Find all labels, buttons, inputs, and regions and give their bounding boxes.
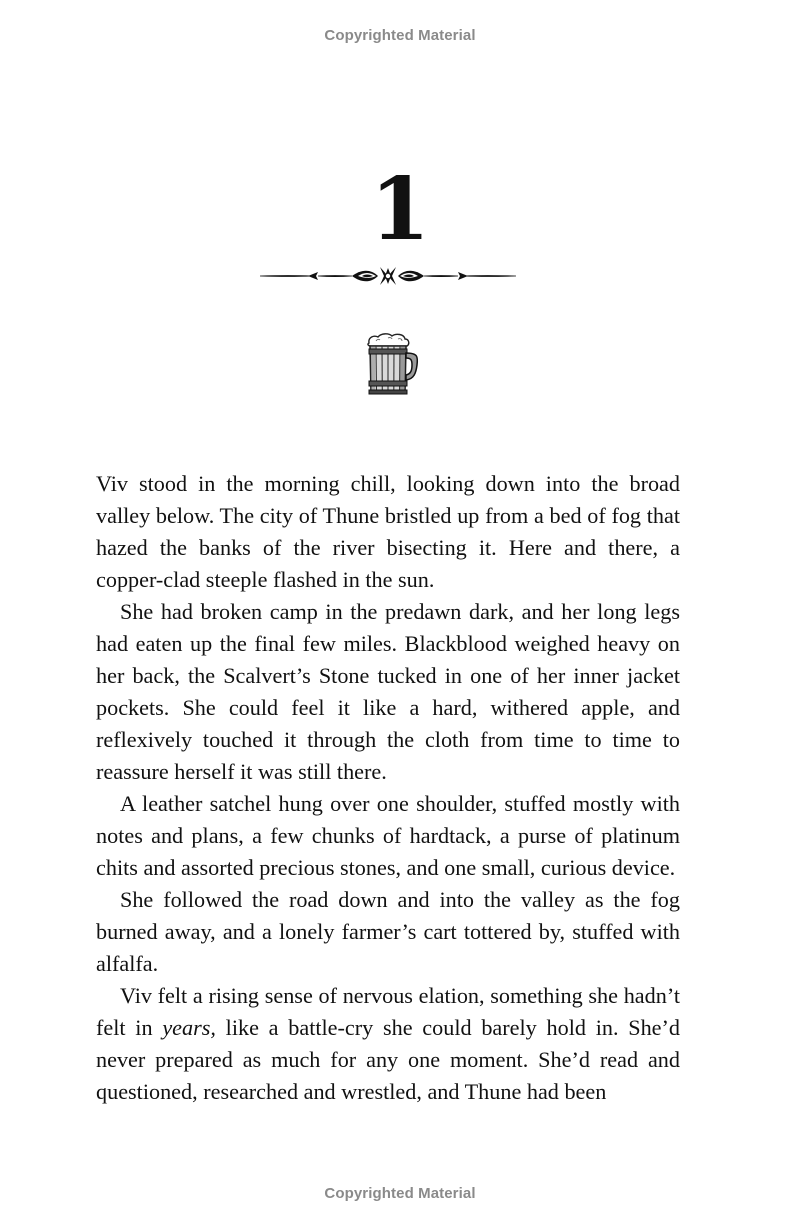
paragraph: [96, 980, 680, 1108]
copyright-watermark-top: Copyrighted Material: [324, 27, 476, 44]
paragraph: A leather satchel hung over one shoulder, stuffed mostly with notes and plans, a few chunks of hardtack, a purse of platinum chits and assorted precious stones, and one small, curious device.: [96, 791, 680, 880]
chapter-body-text: [96, 468, 680, 1108]
beer-mug-icon: [364, 333, 420, 397]
chapter-number: 1: [370, 159, 430, 260]
paragraph: She had broken camp in the predawn dark, and her long legs had eaten up the final few miles. Blackblood weighed heavy on her back, the Scalvert’s Stone tucked in one of her inner jacket pockets. She could feel it like a hard, withered apple, and reflexively touched it through the cloth from time to time to reassure herself it was still there.: [96, 599, 680, 784]
flourish-divider-icon: [260, 262, 516, 290]
emphasized-word: years,: [162, 1015, 216, 1040]
paragraph: She followed the road down and into the valley as the fog burned away, and a lonely farmer’s cart tottered by, stuffed with alfalfa.: [96, 887, 680, 976]
paragraph-text: Viv felt a rising sense of nervous elation, something she hadn’t felt in: [96, 983, 680, 1040]
paragraph-text: like a battle-cry she could barely hold in. She’d never prepared as much for any one moment. She’d read and questioned, researched and wrestled, and Thune had been: [96, 1015, 680, 1104]
paragraph: Viv stood in the morning chill, looking down into the broad valley below. The city of Thune bristled up from a bed of fog that hazed the banks of the river bisecting it. Here and there, a copper-clad steeple flashed in the sun.: [96, 471, 680, 592]
copyright-watermark-bottom: Copyrighted Material: [324, 1185, 476, 1202]
